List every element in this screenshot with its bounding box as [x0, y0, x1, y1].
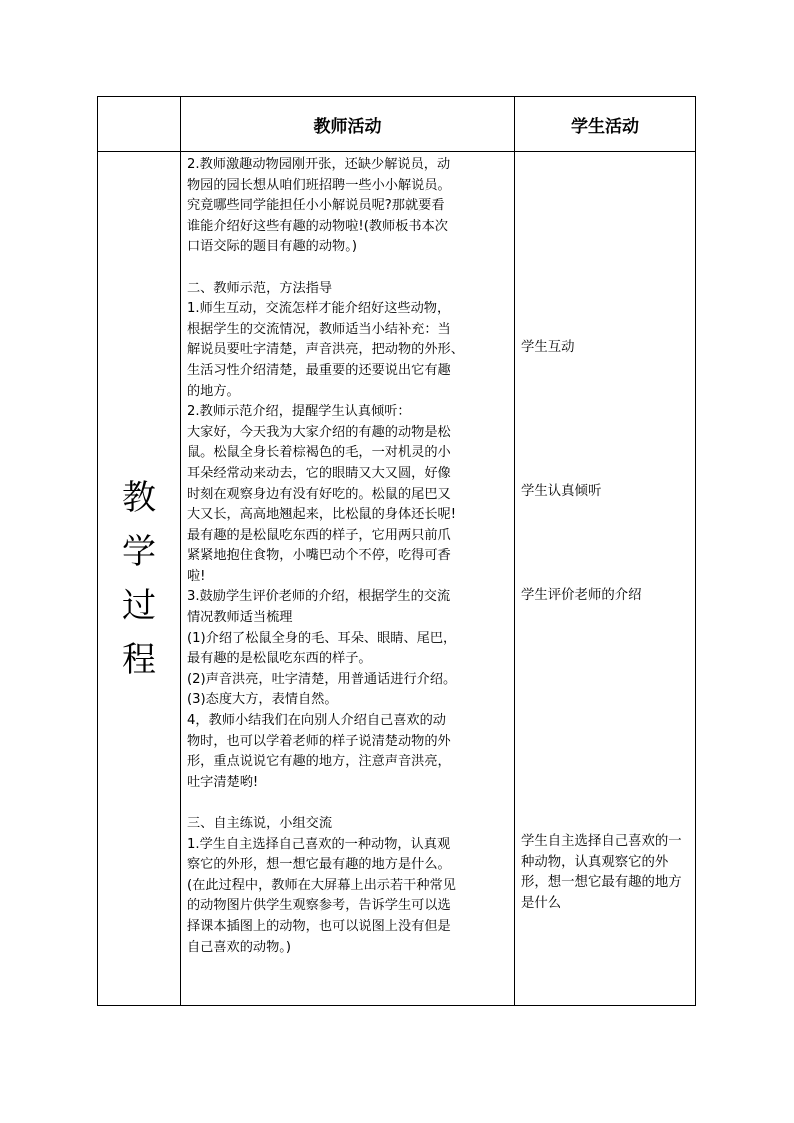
teacher-line: 择课本插图上的动物，也可以说图上没有但是 — [187, 918, 451, 934]
teacher-line: 情况教师适当梳理 — [187, 610, 293, 626]
teacher-line — [187, 258, 510, 279]
teacher-line: 察它的外形，想一想它最有趣的地方是什么。 — [187, 857, 451, 873]
section-label-char: 过 — [122, 585, 156, 626]
teacher-line: 啦! — [187, 568, 206, 584]
student-activity-cell — [515, 152, 696, 1006]
teacher-line: 鼠。松鼠全身长着棕褐色的毛，一对机灵的小 — [187, 445, 451, 461]
teacher-line: 三、自主练说，小组交流 — [187, 816, 333, 831]
section-label-char: 教 — [122, 477, 156, 518]
teacher-line: 2.教师示范介绍，提醒学生认真倾听： — [187, 404, 411, 420]
section-label-cell — [98, 152, 181, 1006]
teacher-line: 紧紧地抱住食物，小嘴巴动个不停，吃得可香 — [187, 548, 451, 564]
teacher-line: 口语交际的题目有趣的动物。) — [187, 239, 357, 255]
student-note: 学生互动 — [521, 340, 575, 355]
header-blank-cell — [98, 97, 181, 152]
header-row — [98, 97, 696, 152]
teacher-line: (1)介绍了松鼠全身的毛、耳朵、眼睛、尾巴， — [187, 630, 457, 646]
content-row — [98, 152, 696, 1006]
teacher-line: 大家好，今天我为大家介绍的有趣的动物是松 — [187, 424, 451, 440]
student-activity-header: 学生活动 — [515, 97, 696, 152]
teacher-line: 物时，也可以学着老师的样子说清楚动物的外 — [187, 733, 451, 749]
teacher-line: 大又长，高高地翘起来，比松鼠的身体还长呢! — [187, 507, 457, 523]
teacher-line: 4，教师小结我们在向别人介绍自己喜欢的动 — [187, 713, 446, 729]
student-note: 学生认真倾听 — [521, 484, 602, 499]
teacher-line: 2.教师激趣动物园刚开张，还缺少解说员，动 — [187, 157, 451, 172]
teacher-line: (2)声音洪亮，吐字清楚，用普通话进行介绍。 — [187, 671, 457, 687]
teacher-line: 根据学生的交流情况，教师适当小结补充：当 — [187, 321, 451, 337]
teacher-line: 的地方。 — [187, 383, 240, 399]
student-note: 学生评价老师的介绍 — [521, 588, 642, 603]
teacher-line: 二、教师示范，方法指导 — [187, 280, 333, 296]
teacher-line: (3)态度大方，表情自然。 — [187, 692, 338, 708]
teacher-line: 解说员要吐字清楚，声音洪亮，把动物的外形、 — [187, 342, 464, 358]
student-note: 学生自主选择自己喜欢的一种动物，认真观察它的外形，想一想它最有趣的地方是什么 — [521, 834, 682, 911]
teacher-line: 最有趣的是松鼠吃东西的样子，它用两只前爪 — [187, 527, 451, 543]
teacher-line: 谁能介绍好这些有趣的动物啦!(教师板书本次 — [187, 218, 448, 234]
teacher-line: 生活习性介绍清楚，最重要的还要说出它有趣 — [187, 362, 451, 378]
teacher-line: (在此过程中，教师在大屏幕上出示若干种常见 — [187, 877, 456, 893]
lesson-plan-table — [97, 96, 696, 1006]
teacher-line: 吐字清楚哟! — [187, 774, 259, 790]
teacher-line: 3.鼓励学生评价老师的介绍，根据学生的交流 — [187, 589, 451, 605]
teacher-line: 物园的园长想从咱们班招聘一些小小解说员。 — [187, 177, 451, 193]
teacher-line: 究竟哪些同学能担任小小解说员呢?那就要看 — [187, 198, 445, 214]
section-label-char: 程 — [122, 639, 156, 680]
teacher-activity-cell — [181, 152, 515, 1006]
teacher-activity-header: 教师活动 — [181, 97, 515, 152]
teacher-line: 最有趣的是松鼠吃东西的样子。 — [187, 651, 372, 667]
section-label-char: 学 — [122, 531, 156, 572]
teacher-line: 的动物图片供学生观察参考，告诉学生可以选 — [187, 898, 451, 914]
teacher-line: 自己喜欢的动物。) — [187, 939, 292, 955]
teacher-line: 1.师生互动，交流怎样才能介绍好这些动物， — [187, 301, 451, 317]
teacher-line — [187, 793, 510, 814]
teacher-line: 时刻在观察身边有没有好吃的。松鼠的尾巴又 — [187, 486, 451, 502]
teacher-line: 耳朵经常动来动去，它的眼睛又大又圆，好像 — [187, 465, 451, 481]
teacher-line: 形，重点说说它有趣的地方，注意声音洪亮， — [187, 754, 451, 770]
teacher-line: 1.学生自主选择自己喜欢的一种动物，认真观 — [187, 836, 451, 852]
